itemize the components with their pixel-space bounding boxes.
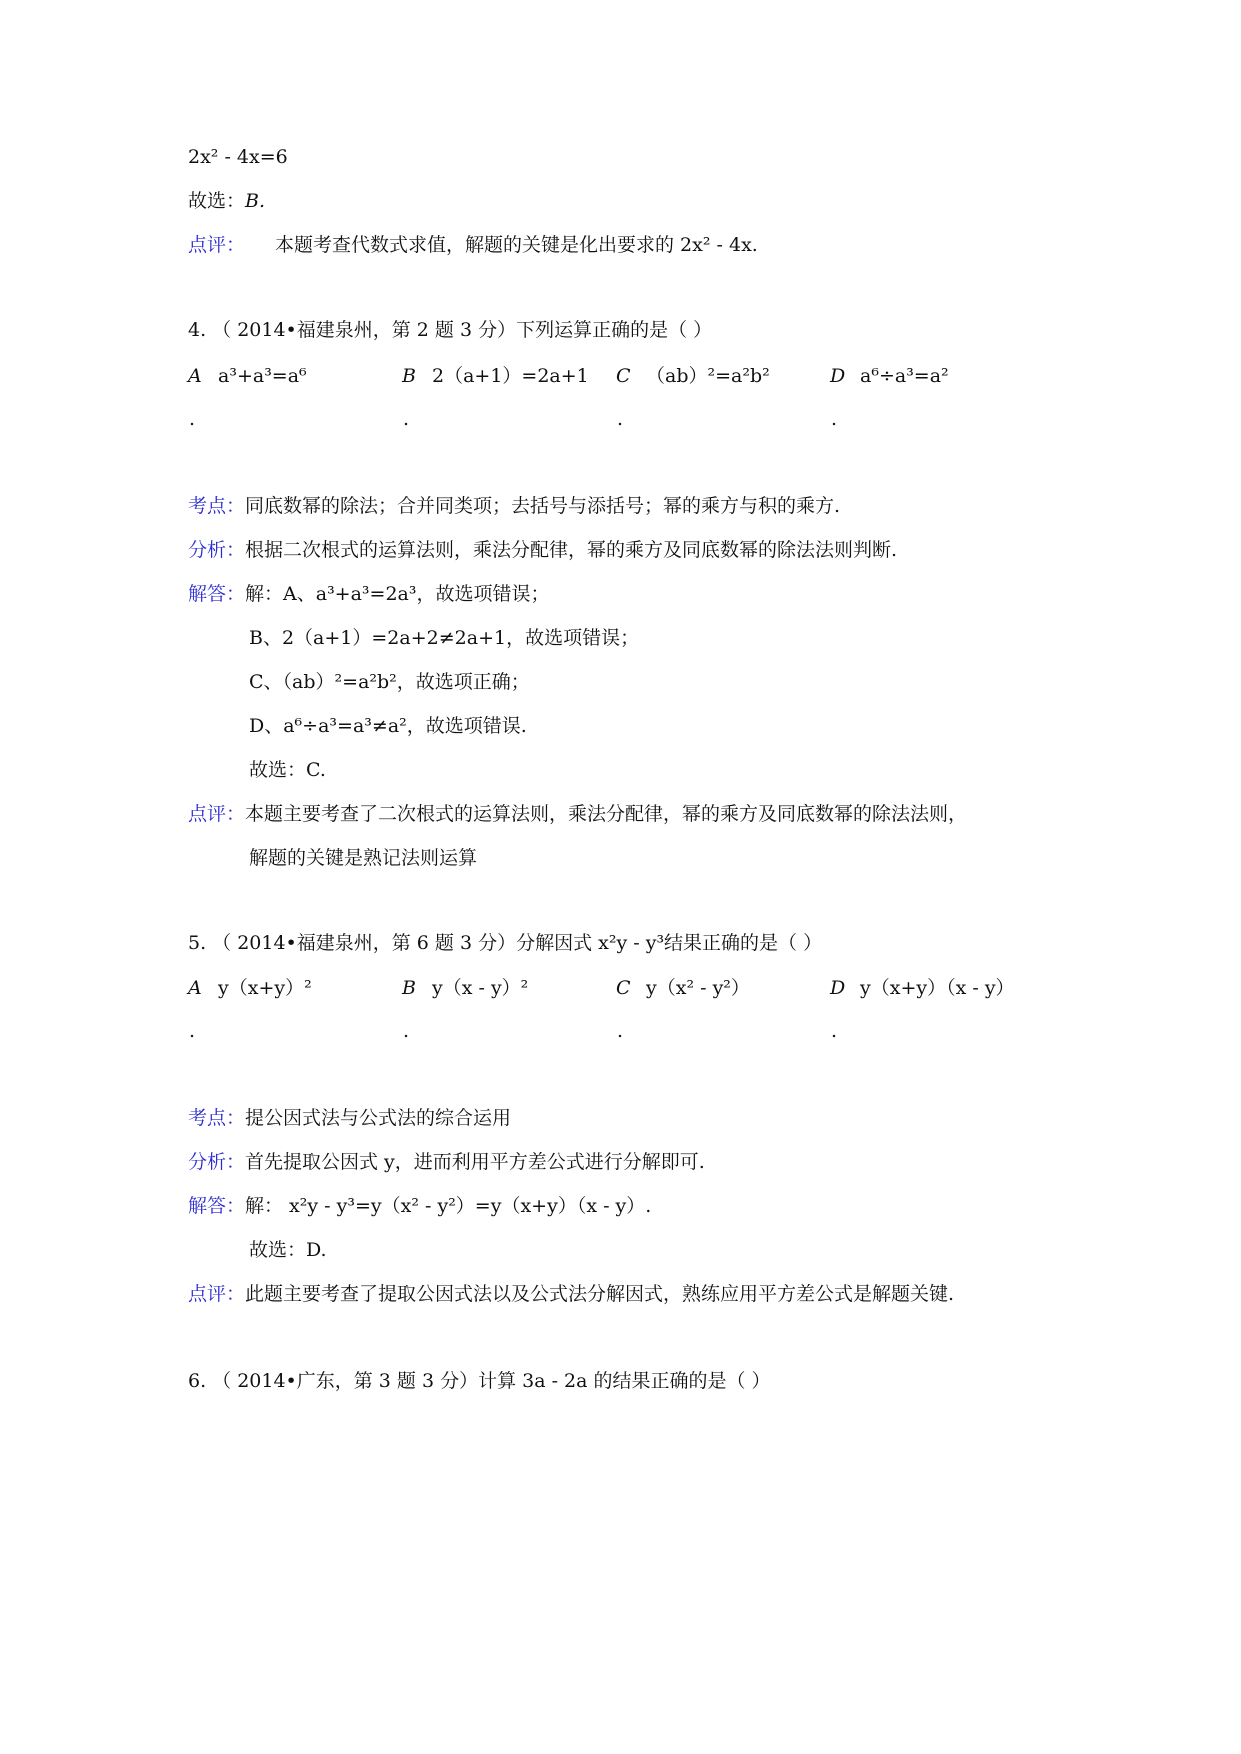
comment-line (188, 233, 758, 257)
fenxi-label: 分析： (188, 539, 246, 561)
dianping-label: 点评： (188, 803, 246, 825)
jieda-step: 解： x²y - y³=y（x² - y²）=y（x+y）（x - y）. (245, 1195, 652, 1217)
dianping-text: 此题主要考查了提取公因式法以及公式法分解因式，熟练应用平方差公式是解题关键. (245, 1283, 955, 1305)
option-b-dot: . (403, 408, 410, 430)
fenxi-label: 分析： (188, 1151, 246, 1173)
option-c-text: y（x² - y²） (646, 977, 750, 999)
option-d-letter: D (830, 977, 846, 999)
question-4-stem: 4. （ 2014•福建泉州，第 2 题 3 分）下列运算正确的是（ ） (188, 319, 713, 341)
dianping-text-cont: 解题的关键是熟记法则运算 (249, 847, 478, 869)
comment-text: 本题考查代数式求值，解题的关键是化出要求的 2x² - 4x. (275, 234, 758, 256)
q5-jieda-line (188, 1194, 651, 1218)
question-5-option-dots (0, 1019, 1241, 1043)
option-d-dot: . (831, 1020, 838, 1042)
option-a-dot: . (189, 408, 196, 430)
option-b-dot: . (403, 1020, 410, 1042)
fenxi-text: 首先提取公因式 y，进而利用平方差公式进行分解即可. (245, 1151, 705, 1173)
jieda-step: 解：A、a³+a³=2a³，故选项错误； (245, 583, 550, 605)
option-c-dot: . (617, 1020, 624, 1042)
option-b-letter: B (402, 977, 416, 999)
kaodian-label: 考点： (188, 495, 246, 517)
option-d-text: y（x+y）（x - y） (860, 977, 1015, 999)
equation-line: 2x² - 4x=6 (188, 146, 288, 168)
question-5-stem: 5. （ 2014•福建泉州，第 6 题 3 分）分解因式 x²y - y³结果正确的是（ ） (188, 932, 823, 954)
option-c-text: （ab）²=a²b² (646, 365, 770, 387)
option-b-letter: B (402, 365, 416, 387)
jieda-step: 故选：C. (249, 759, 326, 781)
jieda-step: B、2（a+1）=2a+2≠2a+1，故选项错误； (249, 627, 640, 649)
question-4-option-dots (0, 407, 1241, 431)
jieda-label: 解答： (188, 583, 246, 605)
q4-jieda-line (188, 582, 550, 606)
question-5-options (0, 976, 1241, 1000)
option-a-text: a³+a³=a⁶ (218, 365, 307, 387)
q5-kaodian-line (188, 1106, 511, 1130)
kaodian-label: 考点： (188, 1107, 246, 1129)
dianping-label: 点评： (188, 1283, 246, 1305)
option-a-dot: . (189, 1020, 196, 1042)
fenxi-text: 根据二次根式的运算法则，乘法分配律，幂的乘方及同底数幂的除法法则判断. (245, 539, 898, 561)
option-c-dot: . (617, 408, 624, 430)
option-c-letter: C (616, 977, 631, 999)
jieda-label: 解答： (188, 1195, 246, 1217)
answer-letter: B. (245, 190, 266, 212)
option-a-letter: A (188, 977, 202, 999)
answer-prefix: 故选： (188, 190, 246, 212)
q4-dianping-line (188, 802, 967, 826)
option-b-text: 2（a+1）=2a+1 (432, 365, 589, 387)
option-a-letter: A (188, 365, 202, 387)
option-a-text: y（x+y）² (218, 977, 312, 999)
comment-label: 点评： (188, 234, 246, 256)
option-d-text: a⁶÷a³=a² (860, 365, 949, 387)
dianping-text: 本题主要考查了二次根式的运算法则，乘法分配律，幂的乘方及同底数幂的除法法则， (245, 803, 968, 825)
option-c-letter: C (616, 365, 631, 387)
option-b-text: y（x - y）² (432, 977, 529, 999)
jieda-step: D、a⁶÷a³=a³≠a²，故选项错误. (249, 715, 527, 737)
question-6-stem: 6. （ 2014•广东，第 3 题 3 分）计算 3a - 2a 的结果正确的是（ ） (188, 1370, 771, 1392)
q4-kaodian-line (188, 494, 840, 518)
jieda-step: 故选：D. (249, 1239, 327, 1261)
question-4-options (0, 364, 1241, 388)
q5-fenxi-line (188, 1150, 705, 1174)
option-d-letter: D (830, 365, 846, 387)
answer-line (188, 189, 265, 213)
kaodian-text: 提公因式法与公式法的综合运用 (245, 1107, 512, 1129)
option-d-dot: . (831, 408, 838, 430)
jieda-step: C、（ab）²=a²b²，故选项正确； (249, 671, 530, 693)
q5-dianping-line (188, 1282, 954, 1306)
kaodian-text: 同底数幂的除法；合并同类项；去括号与添括号；幂的乘方与积的乘方. (245, 495, 841, 517)
q4-fenxi-line (188, 538, 897, 562)
